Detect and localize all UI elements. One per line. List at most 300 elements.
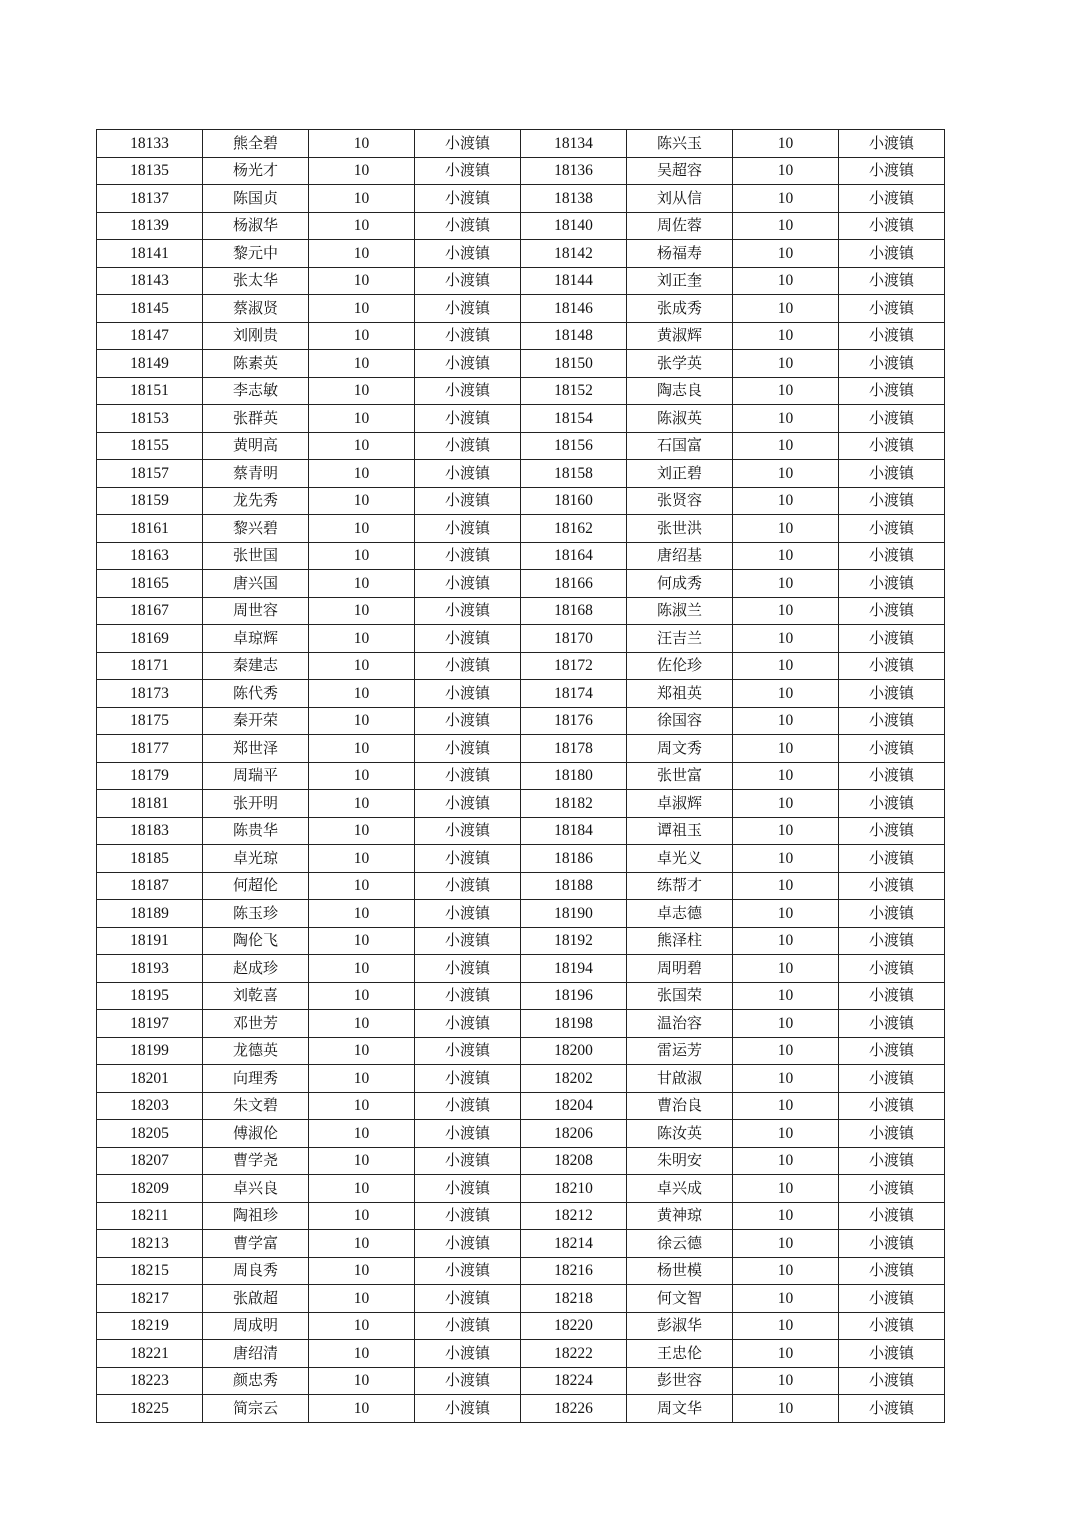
table-row (97, 597, 945, 625)
name-cell: 张世国 (203, 542, 309, 570)
town-cell: 小渡镇 (839, 1120, 945, 1148)
id-cell: 18155 (97, 432, 203, 460)
amount-cell: 10 (733, 1395, 839, 1423)
town-cell: 小渡镇 (415, 1395, 521, 1423)
name-cell: 徐云德 (627, 1230, 733, 1258)
name-cell: 杨世模 (627, 1257, 733, 1285)
table-row (97, 405, 945, 433)
town-cell: 小渡镇 (415, 1037, 521, 1065)
id-cell: 18226 (521, 1395, 627, 1423)
town-cell: 小渡镇 (839, 377, 945, 405)
name-cell: 张国荣 (627, 982, 733, 1010)
id-cell: 18207 (97, 1147, 203, 1175)
table-row (97, 460, 945, 488)
town-cell: 小渡镇 (839, 1340, 945, 1368)
amount-cell: 10 (733, 212, 839, 240)
table-row (97, 762, 945, 790)
id-cell: 18202 (521, 1065, 627, 1093)
id-cell: 18147 (97, 322, 203, 350)
id-cell: 18146 (521, 295, 627, 323)
name-cell: 周良秀 (203, 1257, 309, 1285)
town-cell: 小渡镇 (839, 597, 945, 625)
town-cell: 小渡镇 (415, 1065, 521, 1093)
id-cell: 18201 (97, 1065, 203, 1093)
amount-cell: 10 (733, 762, 839, 790)
id-cell: 18194 (521, 955, 627, 983)
amount-cell: 10 (733, 707, 839, 735)
town-cell: 小渡镇 (839, 350, 945, 378)
town-cell: 小渡镇 (415, 707, 521, 735)
name-cell: 刘正奎 (627, 267, 733, 295)
amount-cell: 10 (309, 212, 415, 240)
amount-cell: 10 (733, 900, 839, 928)
name-cell: 谭祖玉 (627, 817, 733, 845)
table-row (97, 1065, 945, 1093)
amount-cell: 10 (733, 927, 839, 955)
amount-cell: 10 (733, 1147, 839, 1175)
town-cell: 小渡镇 (415, 625, 521, 653)
town-cell: 小渡镇 (415, 927, 521, 955)
amount-cell: 10 (309, 322, 415, 350)
table-row (97, 1147, 945, 1175)
id-cell: 18205 (97, 1120, 203, 1148)
id-cell: 18133 (97, 130, 203, 158)
table-row (97, 130, 945, 158)
amount-cell: 10 (733, 157, 839, 185)
id-cell: 18170 (521, 625, 627, 653)
town-cell: 小渡镇 (415, 405, 521, 433)
id-cell: 18187 (97, 872, 203, 900)
table-row (97, 1285, 945, 1313)
amount-cell: 10 (733, 185, 839, 213)
id-cell: 18224 (521, 1367, 627, 1395)
name-cell: 卓志德 (627, 900, 733, 928)
name-cell: 刘刚贵 (203, 322, 309, 350)
amount-cell: 10 (309, 1202, 415, 1230)
town-cell: 小渡镇 (415, 1147, 521, 1175)
name-cell: 何成秀 (627, 570, 733, 598)
town-cell: 小渡镇 (839, 680, 945, 708)
id-cell: 18209 (97, 1175, 203, 1203)
id-cell: 18149 (97, 350, 203, 378)
id-cell: 18163 (97, 542, 203, 570)
town-cell: 小渡镇 (839, 1285, 945, 1313)
town-cell: 小渡镇 (839, 240, 945, 268)
name-cell: 周成明 (203, 1312, 309, 1340)
town-cell: 小渡镇 (839, 762, 945, 790)
town-cell: 小渡镇 (415, 1010, 521, 1038)
amount-cell: 10 (309, 625, 415, 653)
table-row (97, 652, 945, 680)
id-cell: 18203 (97, 1092, 203, 1120)
name-cell: 徐国容 (627, 707, 733, 735)
town-cell: 小渡镇 (839, 1147, 945, 1175)
table-row (97, 1010, 945, 1038)
name-cell: 赵成珍 (203, 955, 309, 983)
table-row (97, 900, 945, 928)
town-cell: 小渡镇 (415, 185, 521, 213)
amount-cell: 10 (309, 1367, 415, 1395)
name-cell: 张学英 (627, 350, 733, 378)
name-cell: 杨光才 (203, 157, 309, 185)
id-cell: 18192 (521, 927, 627, 955)
town-cell: 小渡镇 (415, 432, 521, 460)
id-cell: 18188 (521, 872, 627, 900)
town-cell: 小渡镇 (415, 1257, 521, 1285)
name-cell: 陈素英 (203, 350, 309, 378)
name-cell: 刘正碧 (627, 460, 733, 488)
id-cell: 18196 (521, 982, 627, 1010)
town-cell: 小渡镇 (839, 817, 945, 845)
table-row (97, 570, 945, 598)
amount-cell: 10 (309, 1257, 415, 1285)
amount-cell: 10 (309, 295, 415, 323)
name-cell: 曹学尧 (203, 1147, 309, 1175)
amount-cell: 10 (309, 872, 415, 900)
id-cell: 18175 (97, 707, 203, 735)
table-row (97, 817, 945, 845)
id-cell: 18137 (97, 185, 203, 213)
town-cell: 小渡镇 (839, 927, 945, 955)
id-cell: 18199 (97, 1037, 203, 1065)
town-cell: 小渡镇 (839, 570, 945, 598)
name-cell: 陈淑兰 (627, 597, 733, 625)
amount-cell: 10 (733, 955, 839, 983)
id-cell: 18134 (521, 130, 627, 158)
town-cell: 小渡镇 (415, 295, 521, 323)
town-cell: 小渡镇 (839, 130, 945, 158)
id-cell: 18200 (521, 1037, 627, 1065)
amount-cell: 10 (733, 350, 839, 378)
name-cell: 卓淑辉 (627, 790, 733, 818)
name-cell: 熊全碧 (203, 130, 309, 158)
id-cell: 18167 (97, 597, 203, 625)
name-cell: 周文华 (627, 1395, 733, 1423)
town-cell: 小渡镇 (415, 1367, 521, 1395)
id-cell: 18225 (97, 1395, 203, 1423)
name-cell: 秦开荣 (203, 707, 309, 735)
table-row (97, 377, 945, 405)
amount-cell: 10 (733, 790, 839, 818)
town-cell: 小渡镇 (415, 212, 521, 240)
town-cell: 小渡镇 (415, 1175, 521, 1203)
id-cell: 18197 (97, 1010, 203, 1038)
town-cell: 小渡镇 (839, 1010, 945, 1038)
amount-cell: 10 (733, 377, 839, 405)
id-cell: 18181 (97, 790, 203, 818)
town-cell: 小渡镇 (415, 1202, 521, 1230)
amount-cell: 10 (309, 432, 415, 460)
town-cell: 小渡镇 (415, 157, 521, 185)
town-cell: 小渡镇 (839, 1312, 945, 1340)
town-cell: 小渡镇 (415, 322, 521, 350)
id-cell: 18214 (521, 1230, 627, 1258)
name-cell: 周世容 (203, 597, 309, 625)
id-cell: 18154 (521, 405, 627, 433)
name-cell: 黄明高 (203, 432, 309, 460)
table-row (97, 625, 945, 653)
amount-cell: 10 (309, 597, 415, 625)
amount-cell: 10 (733, 1010, 839, 1038)
town-cell: 小渡镇 (839, 872, 945, 900)
id-cell: 18183 (97, 817, 203, 845)
id-cell: 18142 (521, 240, 627, 268)
name-cell: 彭淑华 (627, 1312, 733, 1340)
amount-cell: 10 (309, 1092, 415, 1120)
town-cell: 小渡镇 (839, 1092, 945, 1120)
town-cell: 小渡镇 (839, 185, 945, 213)
table-row (97, 707, 945, 735)
id-cell: 18208 (521, 1147, 627, 1175)
amount-cell: 10 (309, 1340, 415, 1368)
id-cell: 18145 (97, 295, 203, 323)
amount-cell: 10 (733, 1202, 839, 1230)
town-cell: 小渡镇 (839, 707, 945, 735)
amount-cell: 10 (309, 157, 415, 185)
table-row (97, 982, 945, 1010)
id-cell: 18195 (97, 982, 203, 1010)
id-cell: 18156 (521, 432, 627, 460)
table-row (97, 1037, 945, 1065)
name-cell: 周佐蓉 (627, 212, 733, 240)
amount-cell: 10 (309, 1147, 415, 1175)
amount-cell: 10 (733, 130, 839, 158)
id-cell: 18135 (97, 157, 203, 185)
amount-cell: 10 (733, 625, 839, 653)
amount-cell: 10 (309, 1037, 415, 1065)
name-cell: 周瑞平 (203, 762, 309, 790)
amount-cell: 10 (733, 652, 839, 680)
amount-cell: 10 (733, 1037, 839, 1065)
table-row (97, 267, 945, 295)
name-cell: 陈汝英 (627, 1120, 733, 1148)
table-row (97, 735, 945, 763)
name-cell: 雷运芳 (627, 1037, 733, 1065)
town-cell: 小渡镇 (415, 515, 521, 543)
town-cell: 小渡镇 (415, 900, 521, 928)
name-cell: 张开明 (203, 790, 309, 818)
name-cell: 陶志良 (627, 377, 733, 405)
id-cell: 18189 (97, 900, 203, 928)
id-cell: 18206 (521, 1120, 627, 1148)
id-cell: 18139 (97, 212, 203, 240)
name-cell: 黎元中 (203, 240, 309, 268)
name-cell: 陈玉珍 (203, 900, 309, 928)
name-cell: 周文秀 (627, 735, 733, 763)
table-row (97, 240, 945, 268)
amount-cell: 10 (309, 900, 415, 928)
town-cell: 小渡镇 (839, 460, 945, 488)
name-cell: 曹学富 (203, 1230, 309, 1258)
name-cell: 温治容 (627, 1010, 733, 1038)
table-row (97, 295, 945, 323)
name-cell: 汪吉兰 (627, 625, 733, 653)
name-cell: 何文智 (627, 1285, 733, 1313)
amount-cell: 10 (733, 817, 839, 845)
name-cell: 郑祖英 (627, 680, 733, 708)
id-cell: 18148 (521, 322, 627, 350)
amount-cell: 10 (733, 1120, 839, 1148)
town-cell: 小渡镇 (415, 790, 521, 818)
town-cell: 小渡镇 (415, 542, 521, 570)
id-cell: 18191 (97, 927, 203, 955)
name-cell: 杨福寿 (627, 240, 733, 268)
table-row (97, 1120, 945, 1148)
name-cell: 陶祖珍 (203, 1202, 309, 1230)
amount-cell: 10 (733, 735, 839, 763)
town-cell: 小渡镇 (415, 1312, 521, 1340)
name-cell: 卓光义 (627, 845, 733, 873)
name-cell: 黄神琼 (627, 1202, 733, 1230)
table-row (97, 515, 945, 543)
id-cell: 18158 (521, 460, 627, 488)
name-cell: 张世富 (627, 762, 733, 790)
town-cell: 小渡镇 (839, 1367, 945, 1395)
id-cell: 18140 (521, 212, 627, 240)
town-cell: 小渡镇 (839, 1175, 945, 1203)
town-cell: 小渡镇 (415, 955, 521, 983)
town-cell: 小渡镇 (415, 597, 521, 625)
amount-cell: 10 (733, 597, 839, 625)
id-cell: 18174 (521, 680, 627, 708)
town-cell: 小渡镇 (839, 790, 945, 818)
amount-cell: 10 (733, 322, 839, 350)
id-cell: 18223 (97, 1367, 203, 1395)
id-cell: 18136 (521, 157, 627, 185)
id-cell: 18169 (97, 625, 203, 653)
amount-cell: 10 (309, 790, 415, 818)
table-row (97, 872, 945, 900)
amount-cell: 10 (733, 1092, 839, 1120)
amount-cell: 10 (733, 460, 839, 488)
amount-cell: 10 (309, 542, 415, 570)
id-cell: 18184 (521, 817, 627, 845)
name-cell: 简宗云 (203, 1395, 309, 1423)
town-cell: 小渡镇 (415, 377, 521, 405)
table-row (97, 157, 945, 185)
amount-cell: 10 (309, 652, 415, 680)
id-cell: 18141 (97, 240, 203, 268)
town-cell: 小渡镇 (839, 322, 945, 350)
town-cell: 小渡镇 (415, 240, 521, 268)
table-row (97, 432, 945, 460)
name-cell: 陈贵华 (203, 817, 309, 845)
name-cell: 吴超容 (627, 157, 733, 185)
name-cell: 卓琼辉 (203, 625, 309, 653)
name-cell: 颜忠秀 (203, 1367, 309, 1395)
amount-cell: 10 (309, 487, 415, 515)
amount-cell: 10 (733, 1257, 839, 1285)
id-cell: 18138 (521, 185, 627, 213)
id-cell: 18213 (97, 1230, 203, 1258)
id-cell: 18161 (97, 515, 203, 543)
name-cell: 龙德英 (203, 1037, 309, 1065)
town-cell: 小渡镇 (415, 460, 521, 488)
town-cell: 小渡镇 (839, 735, 945, 763)
table-row (97, 1312, 945, 1340)
id-cell: 18190 (521, 900, 627, 928)
amount-cell: 10 (733, 240, 839, 268)
id-cell: 18185 (97, 845, 203, 873)
name-cell: 蔡淑贤 (203, 295, 309, 323)
town-cell: 小渡镇 (839, 295, 945, 323)
name-cell: 郑世泽 (203, 735, 309, 763)
amount-cell: 10 (309, 927, 415, 955)
name-cell: 张成秀 (627, 295, 733, 323)
name-cell: 陈兴玉 (627, 130, 733, 158)
table-row (97, 1367, 945, 1395)
amount-cell: 10 (733, 487, 839, 515)
town-cell: 小渡镇 (839, 1257, 945, 1285)
amount-cell: 10 (309, 762, 415, 790)
town-cell: 小渡镇 (839, 625, 945, 653)
amount-cell: 10 (733, 570, 839, 598)
id-cell: 18178 (521, 735, 627, 763)
town-cell: 小渡镇 (839, 1230, 945, 1258)
name-cell: 黎兴碧 (203, 515, 309, 543)
amount-cell: 10 (733, 295, 839, 323)
id-cell: 18173 (97, 680, 203, 708)
town-cell: 小渡镇 (415, 680, 521, 708)
name-cell: 张贤容 (627, 487, 733, 515)
id-cell: 18144 (521, 267, 627, 295)
table-row (97, 1092, 945, 1120)
town-cell: 小渡镇 (839, 1202, 945, 1230)
town-cell: 小渡镇 (839, 845, 945, 873)
amount-cell: 10 (309, 1312, 415, 1340)
town-cell: 小渡镇 (415, 130, 521, 158)
id-cell: 18162 (521, 515, 627, 543)
name-cell: 熊泽柱 (627, 927, 733, 955)
town-cell: 小渡镇 (839, 432, 945, 460)
town-cell: 小渡镇 (839, 267, 945, 295)
town-cell: 小渡镇 (839, 542, 945, 570)
amount-cell: 10 (733, 872, 839, 900)
amount-cell: 10 (309, 735, 415, 763)
amount-cell: 10 (309, 460, 415, 488)
name-cell: 何超伦 (203, 872, 309, 900)
id-cell: 18157 (97, 460, 203, 488)
town-cell: 小渡镇 (415, 1285, 521, 1313)
table-row (97, 1230, 945, 1258)
town-cell: 小渡镇 (415, 1230, 521, 1258)
amount-cell: 10 (733, 680, 839, 708)
id-cell: 18171 (97, 652, 203, 680)
id-cell: 18210 (521, 1175, 627, 1203)
id-cell: 18186 (521, 845, 627, 873)
town-cell: 小渡镇 (415, 570, 521, 598)
id-cell: 18165 (97, 570, 203, 598)
town-cell: 小渡镇 (415, 267, 521, 295)
name-cell: 陈国贞 (203, 185, 309, 213)
id-cell: 18159 (97, 487, 203, 515)
amount-cell: 10 (309, 845, 415, 873)
name-cell: 卓兴良 (203, 1175, 309, 1203)
table-row (97, 542, 945, 570)
name-cell: 彭世容 (627, 1367, 733, 1395)
amount-cell: 10 (309, 377, 415, 405)
amount-cell: 10 (309, 680, 415, 708)
amount-cell: 10 (733, 515, 839, 543)
table-row (97, 185, 945, 213)
amount-cell: 10 (733, 1230, 839, 1258)
amount-cell: 10 (309, 515, 415, 543)
amount-cell: 10 (733, 1312, 839, 1340)
amount-cell: 10 (733, 542, 839, 570)
amount-cell: 10 (309, 1120, 415, 1148)
roster-table-body (97, 130, 945, 1423)
name-cell: 李志敏 (203, 377, 309, 405)
